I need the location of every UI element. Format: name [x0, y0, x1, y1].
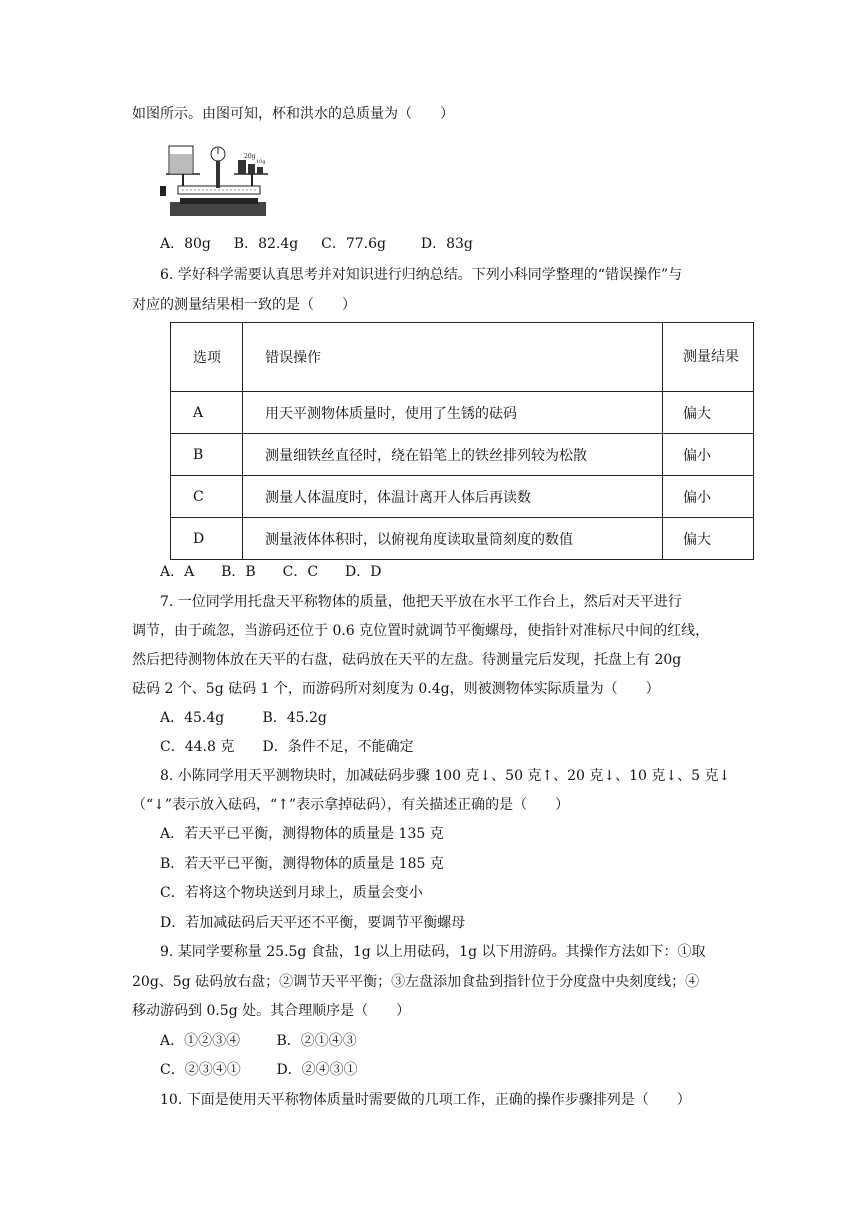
row-result: 偏大 [663, 518, 754, 560]
q9-option-b[interactable]: B．②①④③ [276, 1033, 357, 1049]
row-result: 偏小 [663, 434, 754, 476]
q7-options-row1 [160, 708, 327, 728]
q9-option-a[interactable]: A．①②③④ [160, 1033, 241, 1049]
table-header-row [171, 323, 754, 392]
q7-options-row2 [160, 737, 414, 757]
q7-option-d[interactable]: D．条件不足，不能确定 [262, 739, 414, 755]
q8-option-c[interactable]: C．若将这个物块送到月球上，质量会变小 [160, 885, 423, 901]
table-row [171, 518, 754, 560]
row-option: C [171, 476, 243, 518]
balance-scale-icon [160, 140, 270, 220]
q7-stem-line3: 然后把待测物体放在天平的右盘，砝码放在天平的左盘。待测量完后发现，托盘上有 20g [132, 652, 682, 668]
row-operation: 测量人体温度时，体温计离开人体后再读数 [243, 476, 663, 518]
q5-option-d[interactable]: D．83g [420, 236, 473, 252]
q7-stem-line2: 调节，由于疏忽，当游码还位于 0.6 克位置时就调节平衡螺母，使指针对准标尺中间的红线， [132, 623, 710, 639]
q6-option-d[interactable]: D．D [344, 564, 382, 580]
q7-stem-line4: 砝码 2 个、5g 砝码 1 个，而游码所对刻度为 0.4g，则被测物体实际质量为（ ） [132, 681, 660, 697]
q5-option-a[interactable]: A．80g [160, 236, 211, 252]
q9-options-row2 [160, 1060, 358, 1080]
q8-option-b[interactable]: B．若天平已平衡，测得物体的质量是 185 克 [160, 856, 444, 872]
row-operation: 测量细铁丝直径时，绕在铅笔上的铁丝排列较为松散 [243, 434, 663, 476]
row-operation: 用天平测物体质量时，使用了生锈的砝码 [243, 392, 663, 434]
svg-text:10g: 10g [256, 159, 266, 165]
q7-stem-line1: 7. 一位同学用托盘天平称物体的质量，他把天平放在水平工作台上，然后对天平进行 [160, 594, 682, 610]
q6-options [160, 562, 381, 582]
row-option: A [171, 392, 243, 434]
q9-stem-line1: 9. 某同学要称量 25.5g 食盐，1g 以上用砝码，1g 以下用游码。其操作方法如下：①取 [160, 944, 706, 960]
q9-stem-line2: 20g、5g 砝码放右盘；②调节天平平衡；③左盘添加食盐到指针位于分度盘中央刻度线；④ [132, 974, 700, 990]
q9-option-c[interactable]: C．②③④① [160, 1062, 241, 1078]
table-row [171, 434, 754, 476]
row-result: 偏大 [663, 392, 754, 434]
error-operation-table [170, 322, 754, 560]
q9-options-row1 [160, 1031, 357, 1051]
q6-stem-line1: 6. 学好科学需要认真思考并对知识进行归纳总结。下列小科同学整理的“错误操作”与 [160, 267, 683, 283]
header-operation: 错误操作 [243, 323, 663, 392]
table-row [171, 476, 754, 518]
svg-text:20g: 20g [244, 153, 256, 160]
q9-stem-line3: 移动游码到 0.5g 处。其合理顺序是（ ） [132, 1003, 411, 1019]
q8-option-d[interactable]: D．若加减砝码后天平还不平衡，要调节平衡螺母 [160, 915, 466, 931]
header-option: 选项 [171, 323, 243, 392]
q8-stem-line2: （“↓”表示放入砝码，“↑”表示拿掉砝码），有关描述正确的是（ ） [132, 797, 570, 813]
q5-stem: 如图所示。由图可知，杯和洪水的总质量为（ ） [132, 106, 454, 122]
q7-option-a[interactable]: A．45.4g [160, 710, 225, 726]
row-option: B [171, 434, 243, 476]
q6-stem-line2: 对应的测量结果相一致的是（ ） [132, 297, 356, 313]
q8-option-a[interactable]: A．若天平已平衡，测得物体的质量是 135 克 [160, 826, 444, 842]
q5-option-c[interactable]: C．77.6g [321, 236, 386, 252]
q6-option-a[interactable]: A．A [160, 564, 195, 580]
q6-option-c[interactable]: C．C [282, 564, 319, 580]
row-option: D [171, 518, 243, 560]
q6-option-b[interactable]: B．B [221, 564, 256, 580]
q5-option-b[interactable]: B．82.4g [233, 236, 299, 252]
q10-stem-line1: 10. 下面是使用天平称物体质量时需要做的几项工作，正确的操作步骤排列是（ ） [160, 1092, 691, 1108]
q7-option-b[interactable]: B．45.2g [262, 710, 327, 726]
q8-stem-line1: 8. 小陈同学用天平测物块时，加减砝码步骤 100 克↓、50 克↑、20 克↓、10 克↓、5 克↓ [160, 768, 731, 784]
q9-option-d[interactable]: D．②④③① [276, 1062, 358, 1078]
table-row [171, 392, 754, 434]
q7-option-c[interactable]: C．44.8 克 [160, 739, 235, 755]
q5-options [160, 234, 473, 254]
header-result: 测量结果 [663, 323, 754, 392]
row-operation: 测量液体体积时，以俯视角度读取量筒刻度的数值 [243, 518, 663, 560]
row-result: 偏小 [663, 476, 754, 518]
